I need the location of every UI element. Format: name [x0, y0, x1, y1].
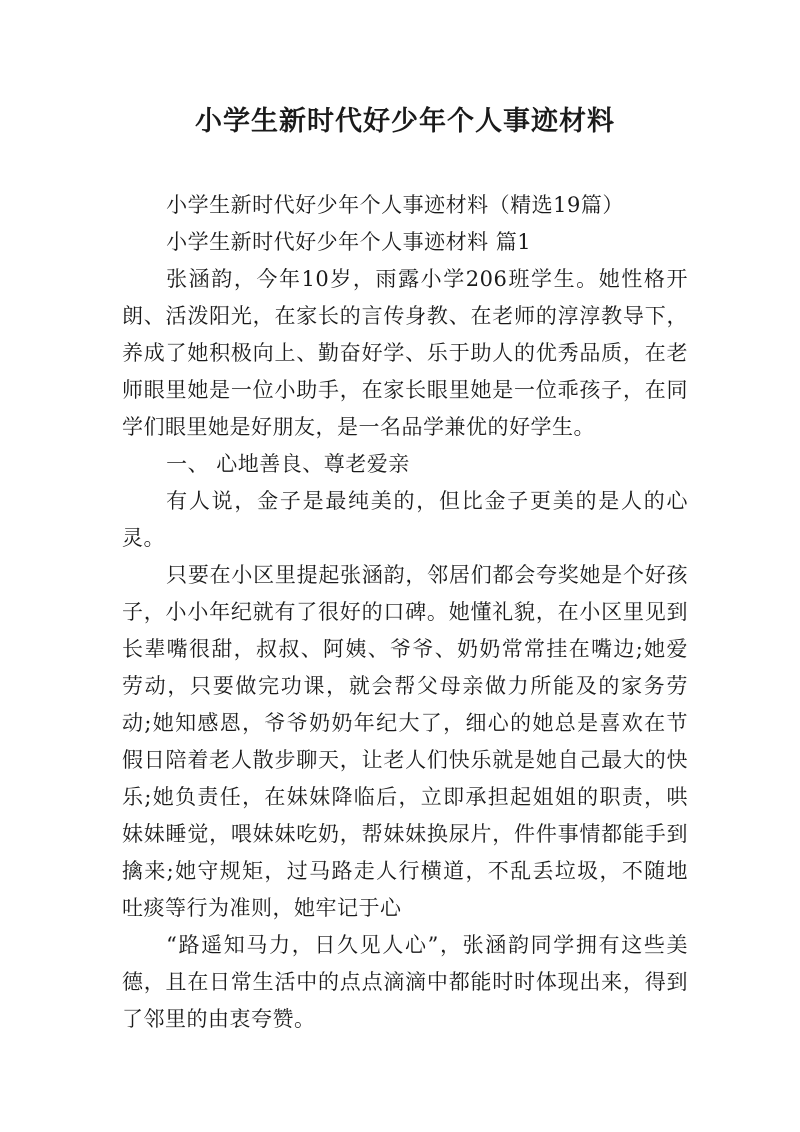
- paragraph-conclusion: “路遥知马力，日久见人心”，张涵韵同学拥有这些美德，且在日常生活中的点点滴滴中都能时时体现出来，得到了邻里的由衷夸赞。: [122, 933, 688, 1031]
- paragraph-section-heading: 小学生新时代好少年个人事迹材料 篇1: [166, 230, 532, 254]
- paragraph-intro: 张涵韵，今年10岁，雨露小学206班学生。她性格开朗、活泼阳光，在家长的言传身教、在老师的淳淳教导下，养成了她积极向上、勤奋好学、乐于助人的优秀品质，在老师眼里她是一位小助手，在家长眼里她是一位乖孩子，在同学们眼里她是好朋友，是一名品学兼优的好学生。: [122, 267, 688, 439]
- paragraph-neighborhood: 只要在小区里提起张涵韵，邻居们都会夸奖她是个好孩子，小小年纪就有了很好的口碑。她懂礼貌，在小区里见到长辈嘴很甜，叔叔、阿姨、爷爷、奶奶常常挂在嘴边;她爱劳动，只要做完功课，就会帮父母亲做力所能及的家务劳动;她知感恩，爷爷奶奶年纪大了，细心的她总是喜欢在节假日陪着老人散步聊天，让老人们快乐就是她自己最大的快乐;她负责任，在妹妹降临后，立即承担起姐姐的职责，哄妹妹睡觉，喂妹妹吃奶，帮妹妹换尿片，件件事情都能手到擒来;她守规矩，过马路走人行横道，不乱丢垃圾，不随地吐痰等行为准则，她牢记于心: [122, 563, 688, 920]
- paragraph-quote-gold: 有人说，金子是最纯美的，但比金子更美的是人的心灵。: [122, 489, 688, 550]
- paragraph-subtitle: 小学生新时代好少年个人事迹材料（精选19篇）: [166, 193, 624, 217]
- document-body: [122, 187, 688, 1038]
- paragraph-heading-one: 一、 心地善良、尊老爱亲: [166, 452, 410, 476]
- document-title: 小学生新时代好少年个人事迹材料: [195, 106, 615, 137]
